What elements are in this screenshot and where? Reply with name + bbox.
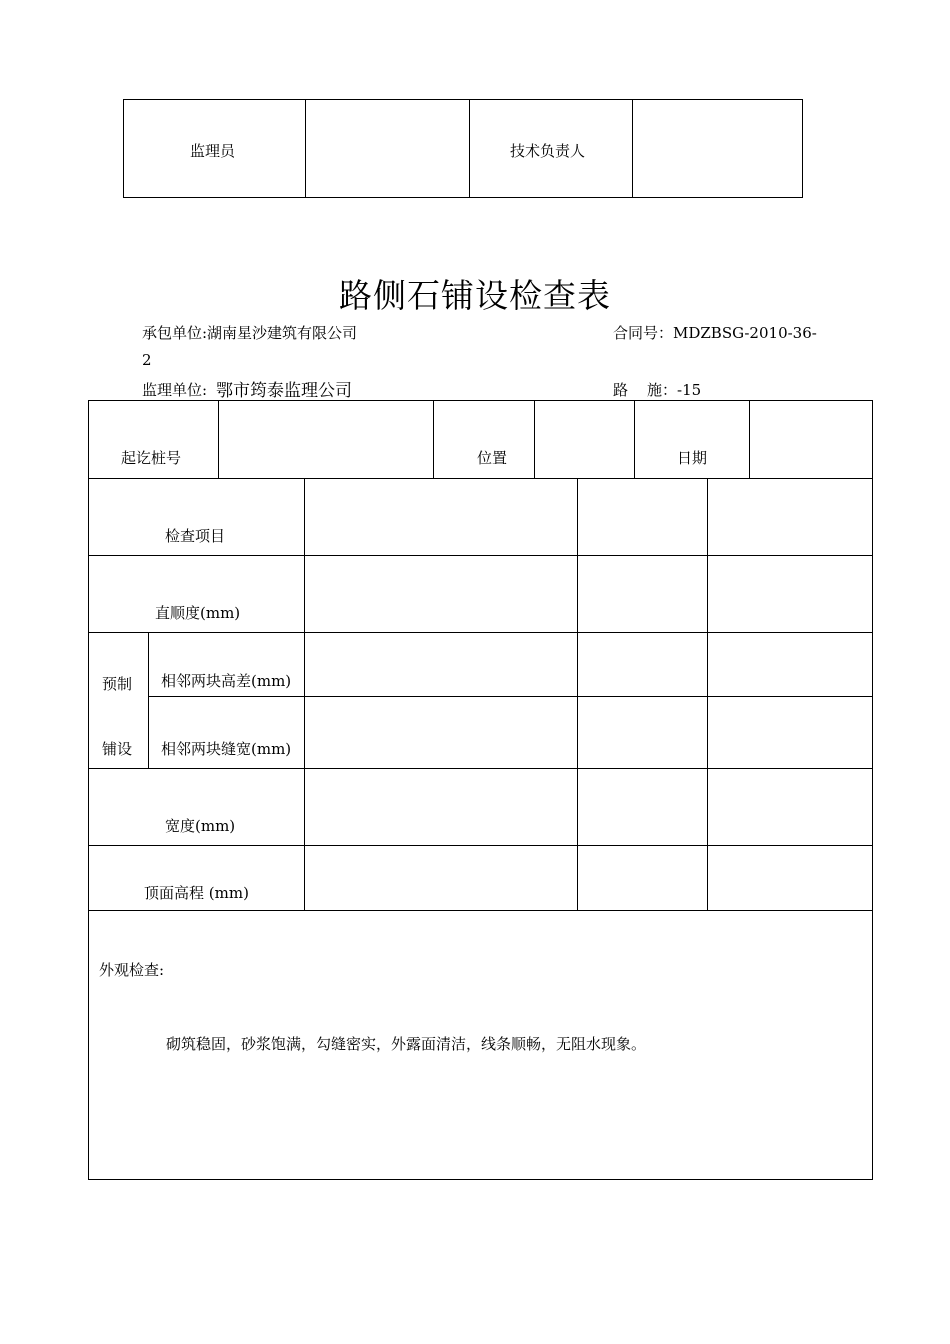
contractor-info: 承包单位:湖南星沙建筑有限公司 [142, 324, 358, 342]
col-line [304, 478, 305, 910]
straightness-label: 直顺度(mm) [155, 604, 241, 622]
position-label: 位置 [477, 449, 508, 467]
col-line [433, 401, 434, 478]
supervision-unit-label: 监理单位: [142, 381, 208, 399]
row-line [89, 632, 872, 633]
contract-number-line1: 合同号：MDZBSG-2010-36- [613, 324, 817, 342]
col-line [148, 632, 149, 768]
prefab-group-label-1: 预制 [102, 675, 133, 693]
top-elevation-label: 顶面高程 (mm) [144, 884, 249, 902]
signature-table [123, 99, 803, 198]
inspection-item-label: 检查项目 [165, 527, 226, 545]
prefab-group-label-2: 铺设 [102, 740, 133, 758]
appearance-check-label: 外观检查: [99, 961, 165, 979]
sig-divider-1 [305, 100, 306, 197]
sig-divider-3 [632, 100, 633, 197]
col-line [707, 478, 708, 910]
supervisor-label: 监理员 [190, 142, 236, 160]
adjacent-height-label: 相邻两块高差(mm) [161, 672, 292, 690]
row-line [89, 555, 872, 556]
width-label: 宽度(mm) [165, 817, 236, 835]
date-label: 日期 [677, 449, 708, 467]
adjacent-gap-label: 相邻两块缝宽(mm) [161, 740, 292, 758]
row-line [89, 910, 872, 911]
row-line [148, 696, 872, 697]
sig-divider-2 [469, 100, 470, 197]
col-line [634, 401, 635, 478]
page-title: 路侧石铺设检查表 [339, 276, 611, 315]
appearance-check-text: 砌筑稳固，砂浆饱满，勾缝密实，外露面清洁，线条顺畅，无阻水现象。 [166, 1035, 647, 1053]
row-line [89, 768, 872, 769]
tech-lead-label: 技术负责人 [510, 142, 586, 160]
col-line [534, 401, 535, 478]
supervision-unit-value: 鄂市筠泰监理公司 [216, 381, 352, 401]
col-line [218, 401, 219, 478]
row-line [89, 478, 872, 479]
road-label: 路 [613, 381, 629, 399]
row-line [89, 845, 872, 846]
stake-number-label: 起讫桩号 [121, 449, 182, 467]
road-value: 施：-15 [647, 381, 702, 399]
contract-number-line2: 2 [142, 351, 152, 369]
inspection-form [88, 400, 873, 1180]
col-line [577, 478, 578, 910]
col-line [749, 401, 750, 478]
